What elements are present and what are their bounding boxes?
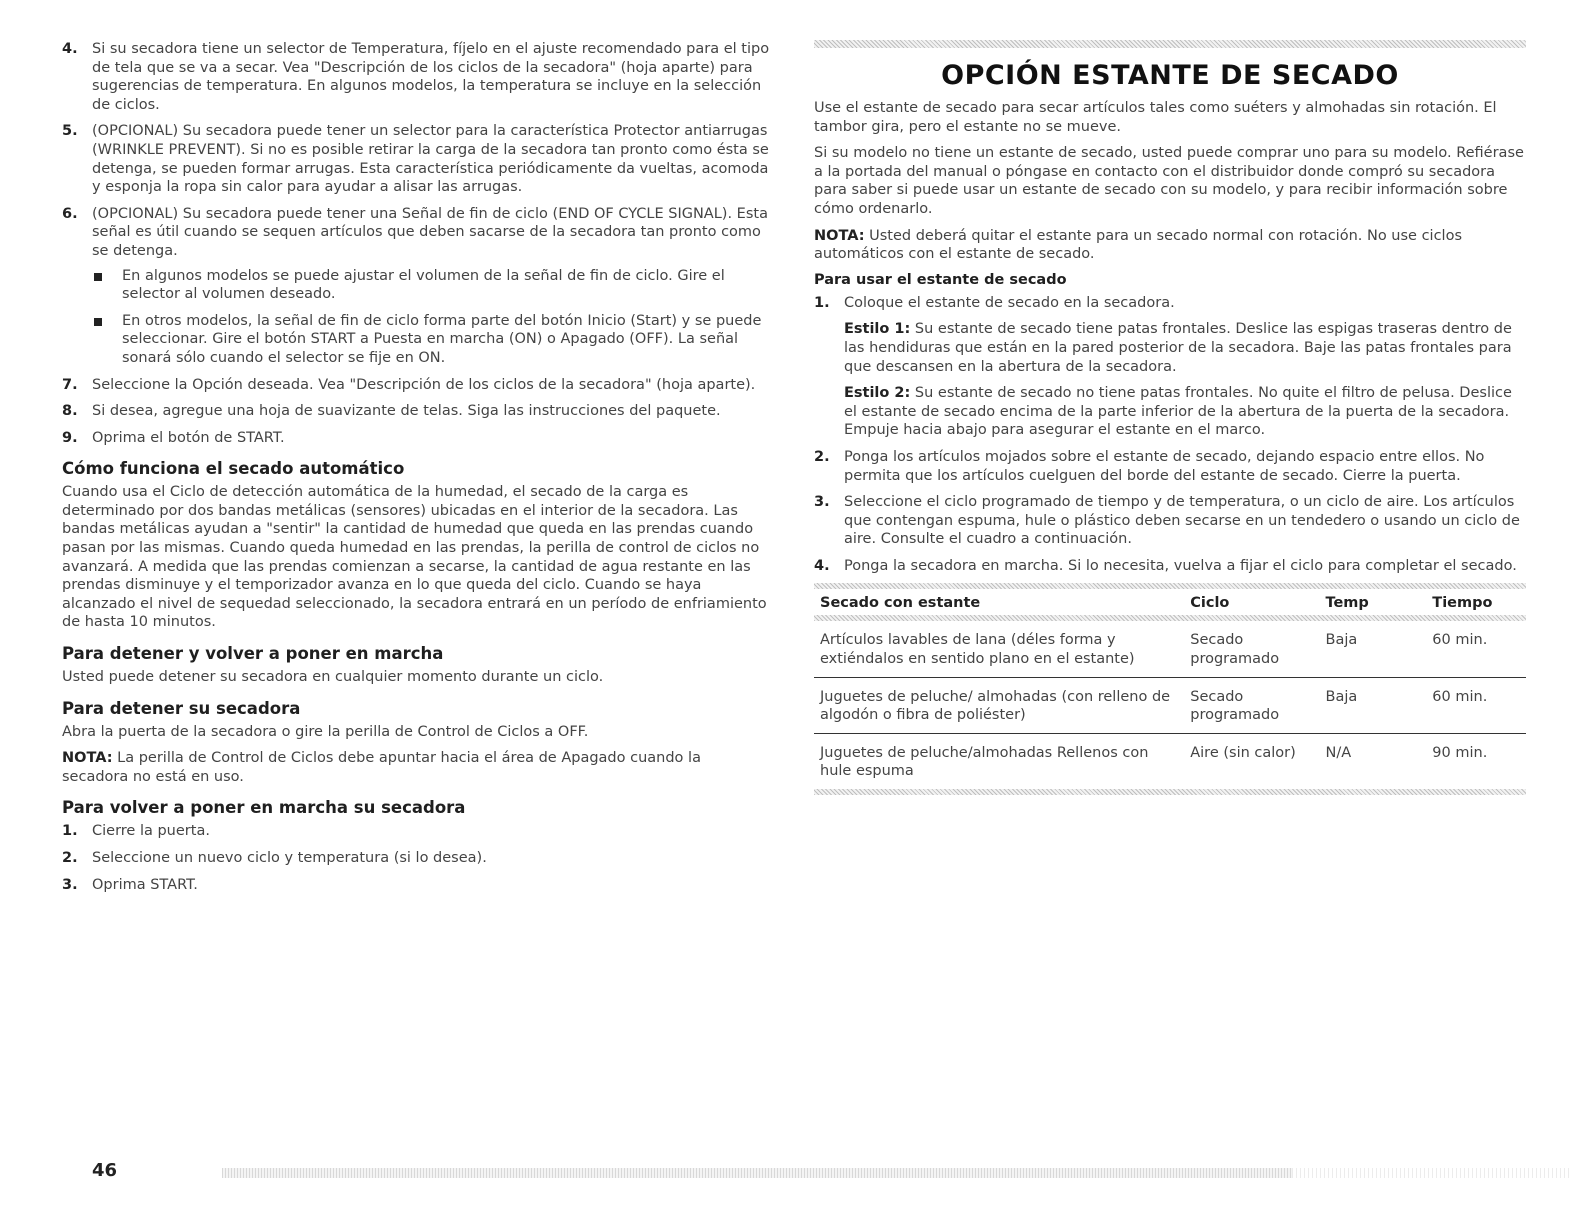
stop-restart-paragraph: Usted puede detener su secadora en cualquier momento durante un ciclo. [62, 669, 604, 686]
rack-steps-list [814, 294, 1526, 576]
footer-decorative-bar [222, 1168, 1292, 1178]
note-paragraph: NOTA: Usted deberá quitar el estante para un secado normal con rotación. No use ciclos automáticos con el estante de secado. [814, 227, 1463, 263]
heading-auto-drying: Cómo funciona el secado automático [62, 459, 405, 479]
list-item: 6. (OPCIONAL) Su secadora puede tener una Señal de fin de ciclo (END OF CYCLE SIGNAL). Esta señal es útil cuando se sequen artículos que deben sacarse de la secadora tan pronto como se detenga. En algunos modelos se puede ajustar el volumen de la señal de fin de ciclo. Gire el selector al volumen deseado. En otros modelos, la señal de fin de ciclo forma parte del botón Inicio (Start) y se puede seleccionar. Gire el botón START a Puesta en marcha (ON) o Apagado (OFF). La señal sonará sólo cuando el selector se fije en ON. [62, 205, 770, 368]
stop-paragraph: Abra la puerta de la secadora o gire la perilla de Control de Ciclos a OFF. [62, 723, 589, 740]
intro-paragraph: Use el estante de secado para secar artículos tales como suéters y almohadas sin rotación. El tambor gira, pero el estante no se mueve. [814, 100, 1497, 135]
page-footer [92, 1160, 1492, 1181]
table-hatch-bottom [814, 789, 1526, 795]
heading-stop: Para detener su secadora [62, 698, 301, 718]
table-row: Juguetes de peluche/almohadas Rellenos con hule espuma Aire (sin calor) N/A 90 min. [820, 744, 1488, 780]
purchase-paragraph: Si su modelo no tiene un estante de secado, usted puede comprar uno para su modelo. Refiérase a la portada del manual o póngase en contacto con el distribuidor donde compró su secadora para saber si puede usar un estante de secado con su modelo, y para recibir información sobre cómo ordenarlo. [814, 145, 1524, 217]
table-header-row [814, 589, 1526, 615]
list-item: 1. Coloque el estante de secado en la secadora. Estilo 1: Su estante de secado tiene patas frontales. Deslice las espigas traseras dentro de las hendiduras que están en la pared posterior de la secadora. Baje las patas frontales para que descansen en la abertura de la secadora. Estilo 2: Su estante de secado no tiene patas frontales. No quite el filtro de pelusa. Deslice el estante de secado encima de la parte inferior de la abertura de la puerta de la secadora. Empuje hacia abajo para asegurar el estante en el marco. [814, 294, 1526, 440]
right-column [814, 40, 1526, 795]
drying-rack-table [814, 583, 1526, 795]
table-row: Juguetes de peluche/ almohadas (con relleno de algodón o fibra de poliéster) Secado programado Baja 60 min. [814, 677, 1526, 733]
footer-decorative-bar-tail [1292, 1168, 1572, 1178]
style-1-note: Estilo 1: Su estante de secado tiene patas frontales. Deslice las espigas traseras dentro de las hendiduras que están en la pared posterior de la secadora. Baje las patas frontales para que descansen en la abertura de la secadora. [844, 321, 1512, 375]
steps-list-restart [62, 822, 770, 894]
list-item: 8. Si desea, agregue una hoja de suavizante de telas. Siga las instrucciones del paquete. [62, 403, 721, 420]
style-2-note: Estilo 2: Su estante de secado no tiene patas frontales. No quite el filtro de pelusa. Deslice el estante de secado encima de la parte inferior de la abertura de la puerta de la secadora. Empuje hacia abajo para asegurar el estante en el marco. [844, 385, 1512, 439]
column-header: Secado con estante [820, 595, 981, 612]
heading-restart: Para volver a poner en marcha su secadora [62, 798, 466, 818]
list-item: 3. Oprima START. [62, 876, 198, 893]
list-item: 1. Cierre la puerta. [62, 823, 210, 840]
left-column [62, 40, 770, 902]
column-header: Ciclo [1190, 595, 1230, 612]
list-item: 7. Seleccione la Opción deseada. Vea "Descripción de los ciclos de la secadora" (hoja aparte). [62, 376, 756, 393]
list-item: 4. Ponga la secadora en marcha. Si lo necesita, vuelva a fijar el ciclo para completar el secado. [814, 557, 1517, 574]
list-item: 3. Seleccione el ciclo programado de tiempo y de temperatura, o un ciclo de aire. Los artículos que contengan espuma, hule o plástico deben secarse en un tendedero o usando un ciclo de aire. Consulte el cuadro a continuación. [814, 494, 1520, 548]
heading-stop-restart: Para detener y volver a poner en marcha [62, 644, 444, 664]
list-item: 2. Ponga los artículos mojados sobre el estante de secado, dejando espacio entre ellos. No permita que los artículos cuelguen del borde del estante de secado. Cierre la puerta. [814, 448, 1485, 484]
list-item: 9. Oprima el botón de START. [62, 429, 285, 446]
top-hatch-divider [814, 40, 1526, 48]
heading-use-rack: Para usar el estante de secado [814, 271, 1067, 288]
list-item: 2. Seleccione un nuevo ciclo y temperatura (si lo desea). [62, 850, 487, 866]
square-bullet-icon [94, 273, 102, 281]
list-item: 5. (OPCIONAL) Su secadora puede tener un selector para la característica Protector antiarrugas (WRINKLE PREVENT). Si no es posible retirar la carga de la secadora tan pronto como ésta se detenga, se pueden formar arrugas. Esta característica periódicamente da vueltas, acomoda y esponja la ropa sin calor para ayudar a alisar las arrugas. [62, 123, 769, 196]
square-bullet-icon [94, 318, 102, 326]
auto-drying-paragraph: Cuando usa el Ciclo de detección automática de la humedad, el secado de la carga es determinado por dos bandas metálicas (sensores) ubicadas en el interior de la secadora. Las bandas metálicas ayudan a "sentir" la cantidad de humedad que queda en las prendas cuando pasan por las mismas. Cuando queda humedad en las prendas, la perilla de control de ciclos no avanzará. A medida que las prendas comienzan a secarse, la cantidad de agua restante en las prendas disminuye y el temporizador avanza en lo que queda del ciclo. Cuando se haya alcanzado el nivel de sequedad seleccionado, la secadora entrará en un período de enfriamiento de hasta 10 minutos. [62, 484, 767, 631]
bullet-item: En otros modelos, la señal de fin de ciclo forma parte del botón Inicio (Start) y se puede seleccionar. Gire el botón START a Puesta en marcha (ON) o Apagado (OFF). La señal sonará sólo cuando el selector se fije en ON. [92, 312, 770, 368]
column-header: Temp [1325, 595, 1369, 612]
table-row: Artículos lavables de lana (déles forma y extiéndalos en sentido plano en el estante) Secado programado Baja 60 min. [814, 621, 1526, 677]
steps-list-a [62, 40, 770, 447]
bullet-item: En algunos modelos se puede ajustar el volumen de la señal de fin de ciclo. Gire el selector al volumen deseado. [92, 267, 770, 304]
page-number: 46 [92, 1160, 118, 1181]
bullet-list [92, 267, 770, 368]
note-paragraph: NOTA: La perilla de Control de Ciclos debe apuntar hacia el área de Apagado cuando la secadora no está en uso. [62, 750, 701, 785]
column-header: Tiempo [1432, 595, 1493, 612]
list-item: 4. Si su secadora tiene un selector de Temperatura, fíjelo en el ajuste recomendado para el tipo de tela que se va a secar. Vea "Descripción de los ciclos de la secadora" (hoja aparte) para sugerencias de temperatura. En algunos modelos, la temperatura se incluye en la selección de ciclos. [62, 41, 770, 113]
section-title: OPCIÓN ESTANTE DE SECADO [941, 60, 1399, 91]
